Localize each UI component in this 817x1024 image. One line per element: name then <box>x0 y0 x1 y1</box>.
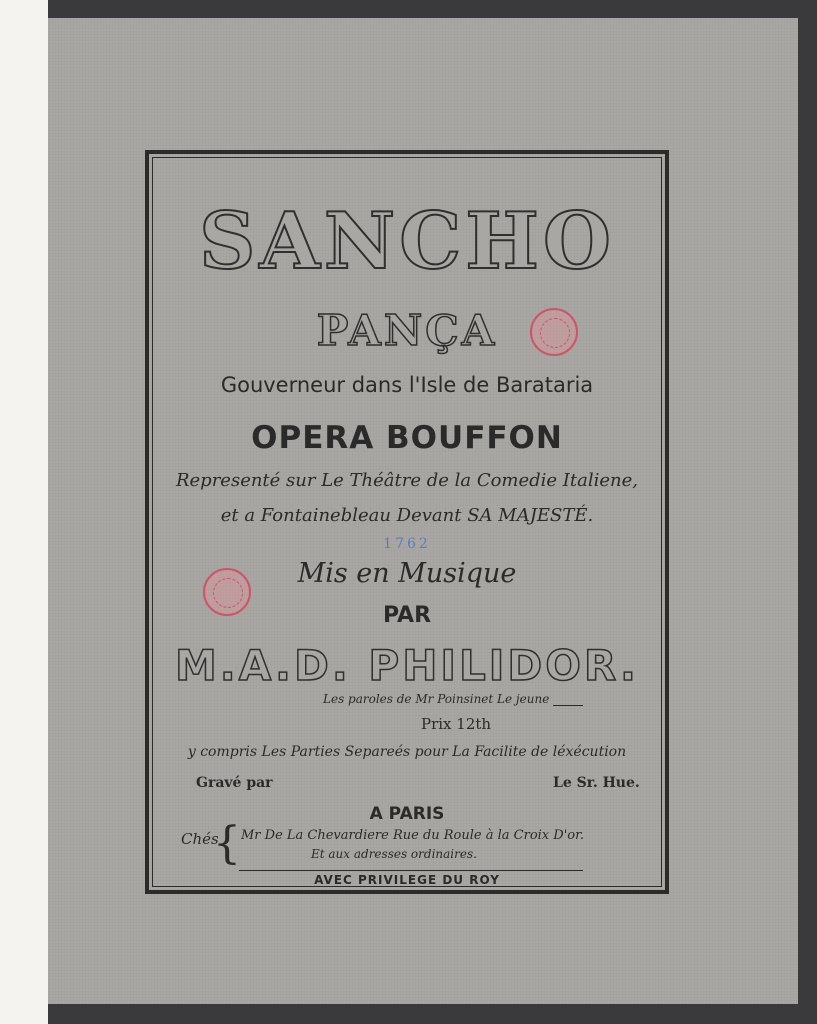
title-frame-inner <box>152 157 662 887</box>
title-sub: PANÇA <box>316 306 498 355</box>
city: A PARIS <box>369 804 445 824</box>
performance-line-2: et a Fontainebleau Devant SA MAJESTÉ. <box>220 505 594 526</box>
library-stamp-top <box>530 308 578 356</box>
title-frame <box>145 150 669 894</box>
composer-name: M.A.D. PHILIDOR. <box>174 641 640 690</box>
address-line-2: Et aux adresses ordinaires. <box>311 847 477 861</box>
privilege: AVEC PRIVILEGE DU ROY <box>314 873 500 887</box>
par-label: PAR <box>382 603 432 628</box>
address-line-1: Mr De La Chevardiere Rue du Roule à la Croix D'or. <box>241 828 585 843</box>
librettist-flourish <box>553 705 583 706</box>
left-page-edge <box>0 0 48 1024</box>
price: Prix 12th <box>421 715 492 733</box>
genre: OPERA BOUFFON <box>251 420 563 456</box>
performance-line-1: Representé sur Le Théâtre de la Comedie Italiene, <box>175 470 639 491</box>
subtitle: Gouverneur dans l'Isle de Barataria <box>220 373 594 397</box>
year-stamp: 1762 <box>383 536 431 552</box>
music-line: Mis en Musique <box>297 558 517 589</box>
title-page <box>48 18 798 1004</box>
title-main: SANCHO <box>199 196 615 287</box>
brace-glyph: { <box>213 818 241 869</box>
ches-label: Chés <box>181 830 219 848</box>
librettist-line: Les paroles de Mr Poinsinet Le jeune <box>323 692 550 706</box>
engraver-name: Le Sr. Hue. <box>553 775 640 791</box>
engraved-label: Gravé par <box>196 775 273 791</box>
parts-line: y compris Les Parties Separeés pour La Facilite de léxécution <box>187 744 627 760</box>
